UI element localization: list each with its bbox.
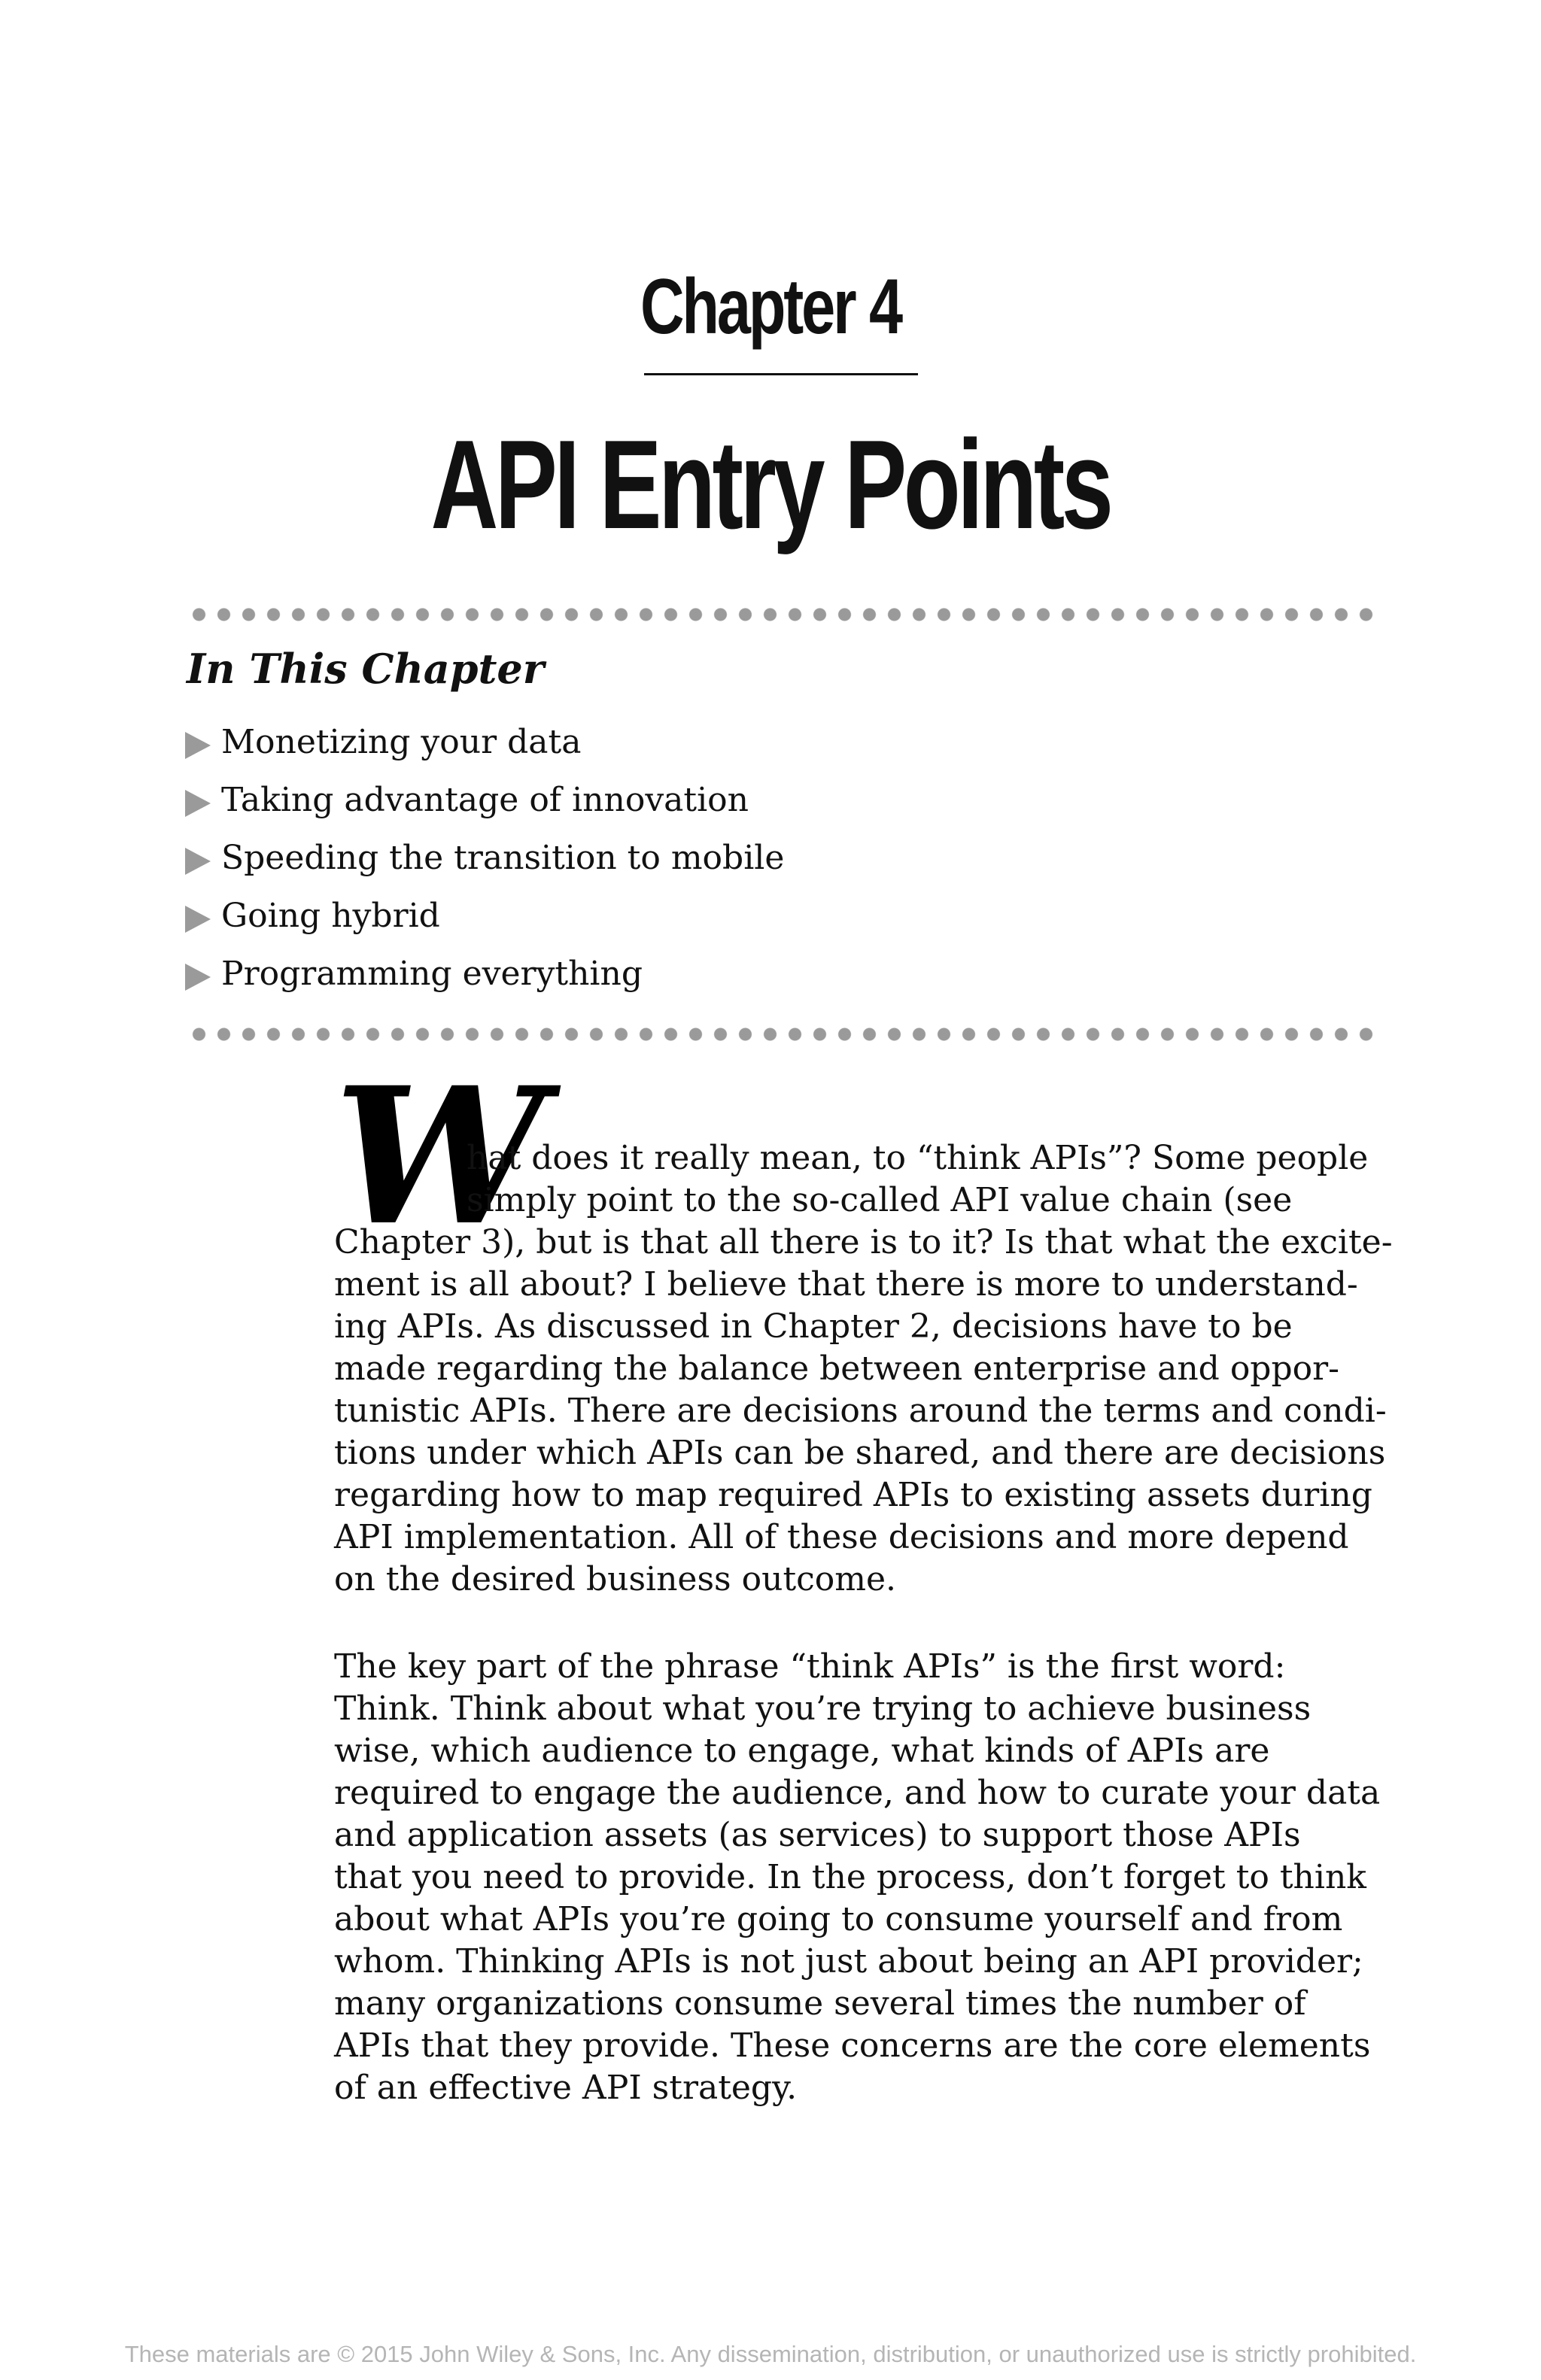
list-item — [185, 945, 784, 1003]
list-item-text: Programming everything — [221, 954, 643, 993]
body-paragraph-2 — [334, 1646, 1388, 2109]
text-line: of an effective API strategy. — [334, 2069, 798, 2107]
body-paragraph-1 — [334, 1137, 1393, 1601]
chapter-topics-list — [185, 713, 784, 1003]
chapter-title: API Entry Points — [430, 414, 1111, 555]
list-item-text: Monetizing your data — [221, 722, 582, 761]
list-item-text: Speeding the transition to mobile — [221, 838, 785, 877]
triangle-bullet-icon — [185, 848, 211, 875]
text-line: Think. Think about what you’re trying to achieve business — [334, 1689, 1312, 1728]
triangle-bullet-icon — [185, 790, 211, 817]
dotted-divider-top — [187, 606, 1375, 623]
triangle-bullet-icon — [185, 906, 211, 933]
text-line: wise, which audience to engage, what kinds of APIs are — [334, 1732, 1270, 1770]
chapter-rule — [644, 373, 918, 375]
list-item — [185, 829, 784, 887]
dotted-divider-bottom — [187, 1026, 1375, 1043]
list-item — [185, 771, 784, 829]
text-line: Chapter 3), but is that all there is to it? Is that what the excite- — [334, 1223, 1393, 1261]
text-line: many organizations consume several times the number of — [334, 1984, 1306, 2023]
copyright-footer: These materials are © 2015 John Wiley & Sons, Inc. Any dissemination, distribution, or unauthorized use is strictly prohibited. — [124, 2341, 1417, 2367]
in-this-chapter-heading: In This Chapter — [187, 645, 545, 693]
text-line: API implementation. All of these decisions and more depend — [334, 1518, 1349, 1556]
chapter-label: Chapter 4 — [640, 263, 901, 351]
text-line: on the desired business outcome. — [334, 1560, 897, 1598]
text-line: ment is all about? I believe that there is more to understand- — [334, 1265, 1358, 1304]
text-line: regarding how to map required APIs to existing assets during — [334, 1476, 1372, 1514]
text-line: and application assets (as services) to support those APIs — [334, 1816, 1301, 1854]
text-line: whom. Thinking APIs is not just about being an API provider; — [334, 1942, 1363, 1981]
list-item — [185, 713, 784, 771]
list-item — [185, 887, 784, 945]
text-line: that you need to provide. In the process, don’t forget to think — [334, 1858, 1366, 1896]
text-line: about what APIs you’re going to consume yourself and from — [334, 1900, 1343, 1938]
text-line: ing APIs. As discussed in Chapter 2, decisions have to be — [334, 1307, 1293, 1346]
triangle-bullet-icon — [185, 964, 211, 991]
text-line: tions under which APIs can be shared, and there are decisions — [334, 1434, 1386, 1472]
text-line: simply point to the so-called API value chain (see — [467, 1181, 1293, 1219]
text-line: made regarding the balance between enterprise and oppor- — [334, 1349, 1340, 1388]
text-line: tunistic APIs. There are decisions around the terms and condi- — [334, 1392, 1387, 1430]
triangle-bullet-icon — [185, 732, 211, 759]
text-line: APIs that they provide. These concerns are the core elements — [334, 2026, 1371, 2065]
text-line: hat does it really mean, to “think APIs”? Some people — [467, 1139, 1369, 1177]
drop-cap: W — [334, 1046, 546, 1267]
text-line: required to engage the audience, and how to curate your data — [334, 1774, 1381, 1812]
list-item-text: Taking advantage of innovation — [221, 780, 749, 819]
list-item-text: Going hybrid — [221, 896, 440, 935]
text-line: The key part of the phrase “think APIs” is the first word: — [334, 1647, 1286, 1686]
